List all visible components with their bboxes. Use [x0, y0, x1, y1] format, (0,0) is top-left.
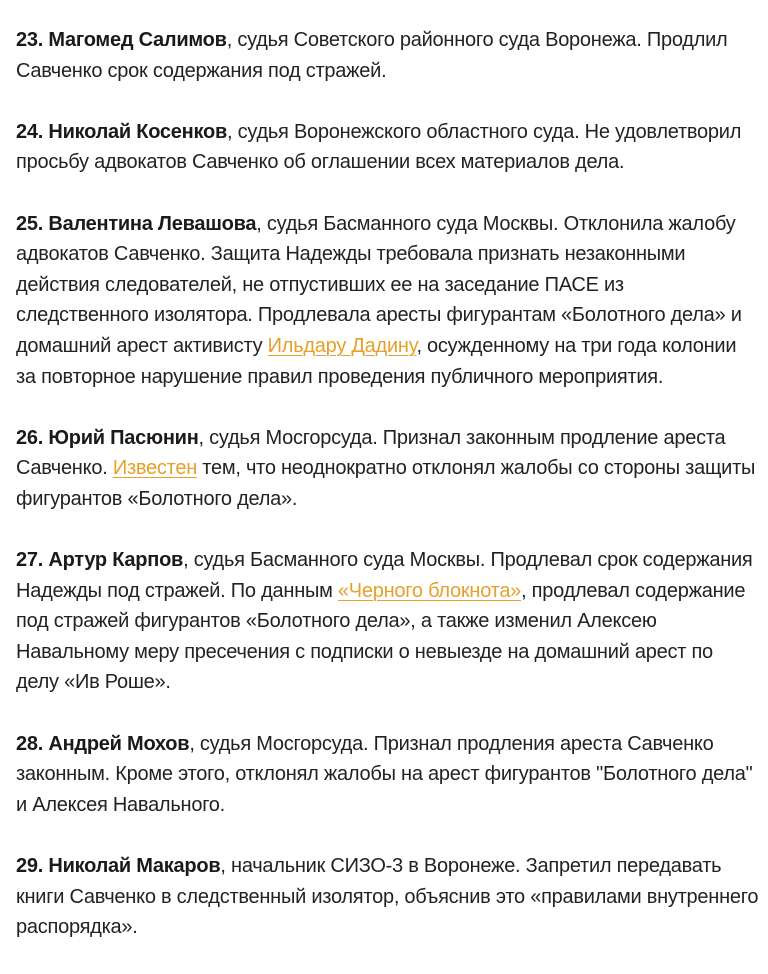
item-description: , судья Советского районного суда Воронежа. Продлил Савченко срок содержания под стражей.	[16, 29, 728, 82]
list-item-28	[16, 729, 760, 821]
item-description-cont: , продлевал содержание под стражей фигурантов «Болотного дела», а также изменил Алексею Навальному меру пресечения с подписки о невыезде на домашний арест по делу «Ив Роше».	[16, 579, 746, 694]
item-number: 25.	[16, 212, 44, 235]
link-black-notebook[interactable]: «Черного блокнота»	[337, 579, 522, 602]
list-item-24	[16, 117, 760, 178]
list-item-25	[16, 209, 760, 393]
person-name: Валентина Левашова	[48, 212, 257, 235]
item-number: 24.	[16, 120, 44, 143]
link-izvesten[interactable]: Известен	[112, 457, 197, 480]
person-name: Юрий Пасюнин	[48, 426, 199, 449]
item-number: 28.	[16, 732, 44, 755]
item-number: 23.	[16, 29, 44, 51]
item-number: 29.	[16, 855, 44, 878]
item-description: , судья Мосгорсуда. Признал продления ареста Савченко законным. Кроме этого, отклонял жалобы на арест фигурантов "Болотного дела" и Алексея Навального.	[16, 732, 753, 816]
person-name: Николай Макаров	[48, 855, 221, 878]
list-item-26	[16, 423, 760, 515]
item-description: , судья Басманного суда Москвы. Продлевал срок содержания Надежды под стражей. По данным	[16, 549, 753, 602]
link-ildar-dadin[interactable]: Ильдару Дадину	[267, 334, 417, 357]
list-item-27	[16, 545, 760, 698]
person-name: Андрей Мохов	[48, 732, 190, 755]
item-number: 26.	[16, 426, 44, 449]
item-description: , начальник СИЗО-3 в Воронеже. Запретил передавать книги Савченко в следственный изолятор, объяснив это «правилами внутреннего распорядка».	[16, 855, 759, 939]
item-description-cont: тем, что неоднократно отклонял жалобы со стороны защиты фигурантов «Болотного дела».	[16, 457, 756, 510]
list-item-23	[16, 25, 760, 86]
item-description: , судья Воронежского областного суда. Не удовлетворил просьбу адвокатов Савченко об оглашении всех материалов дела.	[16, 120, 742, 174]
item-description-cont: , осужденному на три года колонии за повторное нарушение правил проведения публичного мероприятия.	[16, 334, 737, 388]
item-description: , судья Мосгорсуда. Признал законным продление ареста Савченко.	[16, 426, 726, 480]
item-number: 27.	[16, 549, 44, 572]
article-body	[16, 25, 760, 943]
item-description: , судья Басманного суда Москвы. Отклонила жалобу адвокатов Савченко. Защита Надежды требовала признать незаконными действия следователей, не отпустивших ее на заседание ПАСЕ из следственного изолятора. Продлевала аресты фигурантам «Болотного дела» и домашний арест активисту	[16, 212, 742, 357]
person-name: Артур Карпов	[48, 549, 184, 572]
person-name: Николай Косенков	[48, 120, 228, 143]
list-item-29	[16, 851, 760, 943]
person-name: Магомед Салимов	[48, 29, 227, 51]
